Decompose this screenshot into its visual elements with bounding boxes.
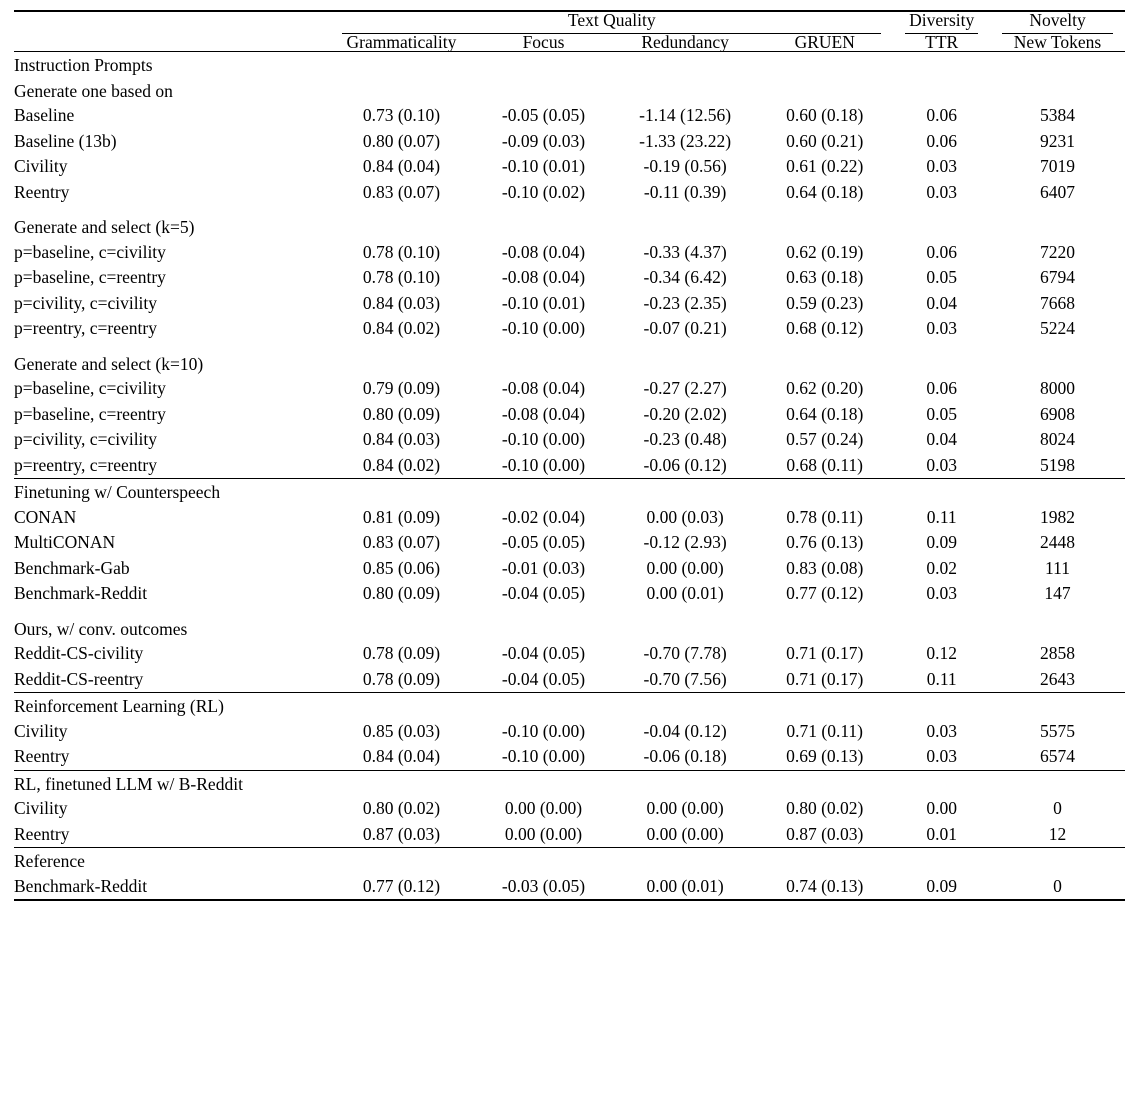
row-value: 0.03 <box>926 318 958 338</box>
row-value <box>893 214 990 240</box>
section-header-row <box>14 52 1125 78</box>
row-value <box>893 479 990 505</box>
section-header-row <box>14 479 1125 505</box>
row-value: 0.83 (0.08) <box>786 557 864 578</box>
row-value: -0.07 (0.21) <box>643 318 727 338</box>
row-value <box>614 78 756 104</box>
table-row <box>14 154 1125 180</box>
row-value: 0.09 <box>926 532 958 552</box>
row-value <box>893 351 990 377</box>
subsection-header-row <box>14 351 1125 377</box>
row-value: 0.76 (0.13) <box>786 532 864 552</box>
row-value: 0.84 (0.02) <box>362 318 441 338</box>
table-row <box>14 291 1125 317</box>
column-header-grammaticality: Grammaticality <box>346 31 457 52</box>
row-value: -0.23 (2.35) <box>643 292 727 313</box>
row-label: Reentry <box>14 823 70 844</box>
group-header-text-quality-label: Text Quality <box>567 10 656 30</box>
row-value: 0.03 <box>926 181 958 202</box>
table-row <box>14 581 1125 607</box>
row-value <box>756 479 893 505</box>
row-label: p=civility, c=civility <box>14 292 158 313</box>
table-row <box>14 103 1125 129</box>
row-label: Benchmark-Gab <box>14 557 130 578</box>
table-row <box>14 240 1125 266</box>
row-label: p=civility, c=civility <box>14 429 158 449</box>
row-value <box>473 616 614 642</box>
row-value <box>614 616 756 642</box>
row-value <box>614 52 756 78</box>
row-value: 0.00 (0.03) <box>646 506 724 527</box>
row-value <box>473 693 614 719</box>
row-label: Reinforcement Learning (RL) <box>14 696 224 716</box>
row-value: 0.80 (0.02) <box>362 798 441 818</box>
row-value: 8024 <box>1040 429 1075 449</box>
row-value: 0.81 (0.09) <box>362 506 441 527</box>
row-label: Benchmark-Reddit <box>14 583 148 603</box>
cmidrule-text-quality <box>342 33 881 34</box>
row-label: Reference <box>14 851 85 871</box>
row-value <box>893 616 990 642</box>
section-header-row <box>14 848 1125 874</box>
group-header-diversity-label: Diversity <box>909 10 975 30</box>
row-value <box>330 52 473 78</box>
row-value: 0.00 (0.00) <box>646 798 724 818</box>
row-value: 5198 <box>1040 454 1075 475</box>
row-value <box>756 214 893 240</box>
subsection-header-row <box>14 214 1125 240</box>
row-value: 111 <box>1045 557 1070 578</box>
row-value <box>473 771 614 797</box>
row-value <box>330 771 473 797</box>
row-value: -0.05 (0.05) <box>501 105 586 125</box>
row-value <box>330 479 473 505</box>
row-value: 2643 <box>1040 668 1075 689</box>
row-value: 0.84 (0.03) <box>362 429 441 449</box>
row-value: 0.78 (0.09) <box>362 643 441 663</box>
row-value: -0.10 (0.00) <box>501 318 586 338</box>
row-label: Reddit-CS-reentry <box>14 668 144 689</box>
row-label: p=reentry, c=reentry <box>14 318 157 338</box>
row-label: Civility <box>14 720 68 741</box>
group-header-row <box>14 12 1125 34</box>
table-row <box>14 796 1125 822</box>
row-value: 0.68 (0.12) <box>786 318 864 338</box>
row-value: 9231 <box>1040 130 1075 151</box>
row-value: 0.80 (0.09) <box>362 403 441 424</box>
row-value: 0.05 <box>926 403 958 424</box>
row-value <box>756 771 893 797</box>
table-row <box>14 316 1125 342</box>
row-value: 0.78 (0.10) <box>362 267 441 287</box>
row-value: -0.05 (0.05) <box>501 532 586 552</box>
row-value <box>990 214 1125 240</box>
row-value: -0.70 (7.78) <box>643 643 727 663</box>
row-value: 2448 <box>1040 532 1075 552</box>
row-label: p=baseline, c=civility <box>14 378 166 398</box>
row-value: 0.11 <box>926 506 957 527</box>
cmidrule-diversity <box>905 33 978 34</box>
row-value <box>893 771 990 797</box>
row-value <box>614 693 756 719</box>
row-value <box>756 78 893 104</box>
table-foot-section <box>14 900 1125 901</box>
row-label: CONAN <box>14 506 77 527</box>
row-value: 0.85 (0.03) <box>362 720 441 741</box>
row-label: Reentry <box>14 746 70 766</box>
column-header-blank <box>14 34 330 52</box>
subsection-header-row <box>14 616 1125 642</box>
group-header-diversity <box>893 12 990 34</box>
row-value: 0.05 <box>926 267 958 287</box>
row-label: MultiCONAN <box>14 532 116 552</box>
row-value: -0.10 (0.00) <box>501 454 586 475</box>
row-value: 147 <box>1044 583 1071 603</box>
spacer-row <box>14 205 1125 214</box>
row-value: 0.69 (0.13) <box>786 746 864 766</box>
row-value: -0.23 (0.48) <box>643 429 727 449</box>
row-value <box>756 351 893 377</box>
row-value: 0.03 <box>926 720 958 741</box>
row-value <box>756 848 893 874</box>
row-value: 7220 <box>1040 241 1075 262</box>
row-value <box>330 693 473 719</box>
column-header-redundancy: Redundancy <box>641 31 729 52</box>
row-value: 0.64 (0.18) <box>786 403 864 424</box>
table-body <box>14 52 1125 900</box>
row-value: 0.11 <box>926 668 957 689</box>
row-label: Benchmark-Reddit <box>14 875 148 896</box>
row-value: 0.77 (0.12) <box>362 875 441 896</box>
group-header-novelty <box>990 12 1125 34</box>
row-label: Baseline (13b) <box>14 130 117 151</box>
row-value: -0.10 (0.00) <box>501 746 586 766</box>
row-value: 0.79 (0.09) <box>362 378 441 398</box>
row-value: 0.00 (0.00) <box>646 823 724 844</box>
spacer-cell <box>14 607 1125 616</box>
table-bottom-rule <box>14 900 1125 901</box>
row-value: 0.87 (0.03) <box>362 823 441 844</box>
spacer-row <box>14 342 1125 351</box>
row-value: 0.85 (0.06) <box>362 557 441 578</box>
row-value: 0.83 (0.07) <box>362 181 441 202</box>
row-value: 0.68 (0.11) <box>786 454 864 475</box>
table-row <box>14 556 1125 582</box>
cmidrule-novelty <box>1002 33 1113 34</box>
row-value: 0.04 <box>926 292 958 313</box>
table-row <box>14 719 1125 745</box>
row-value: 0.62 (0.19) <box>786 241 864 262</box>
row-value: 5575 <box>1040 720 1075 741</box>
row-value <box>614 848 756 874</box>
row-value: -0.34 (6.42) <box>643 267 727 287</box>
row-label: p=baseline, c=reentry <box>14 267 166 287</box>
row-value: 0.84 (0.03) <box>362 292 441 313</box>
table-row <box>14 129 1125 155</box>
row-value: -0.08 (0.04) <box>501 403 586 424</box>
table-row <box>14 376 1125 402</box>
row-label: Generate and select (k=10) <box>14 353 204 374</box>
row-value: -0.06 (0.12) <box>643 454 727 475</box>
row-value: 0.00 (0.00) <box>504 798 583 818</box>
row-label: p=baseline, c=civility <box>14 241 166 262</box>
row-label: Instruction Prompts <box>14 55 153 75</box>
row-value: 1982 <box>1040 506 1075 527</box>
row-value <box>893 78 990 104</box>
row-value: 0.09 <box>926 875 958 896</box>
row-value: -0.11 (0.39) <box>643 181 727 202</box>
row-value: 0.74 (0.13) <box>786 875 864 896</box>
table-row <box>14 265 1125 291</box>
subsection-header-row <box>14 78 1125 104</box>
row-value: -0.08 (0.04) <box>501 241 586 262</box>
column-header-new-tokens: New Tokens <box>1013 31 1102 52</box>
row-value: 2858 <box>1040 643 1075 663</box>
section-header-row <box>14 771 1125 797</box>
row-label: p=reentry, c=reentry <box>14 454 157 475</box>
row-value <box>614 479 756 505</box>
row-value: 0.71 (0.11) <box>786 720 864 741</box>
row-value: 0.60 (0.21) <box>786 130 864 151</box>
table-row <box>14 744 1125 770</box>
column-header-row <box>14 34 1125 52</box>
table-row <box>14 505 1125 531</box>
row-value: 0.78 (0.09) <box>362 668 441 689</box>
row-value: -0.10 (0.01) <box>501 156 586 176</box>
row-value: -0.27 (2.27) <box>643 378 727 398</box>
row-value: 5384 <box>1040 105 1075 125</box>
row-value: -0.04 (0.05) <box>501 643 586 663</box>
group-header-blank <box>14 12 330 34</box>
row-value: -0.09 (0.03) <box>501 130 586 151</box>
row-value: -0.10 (0.01) <box>501 292 586 313</box>
row-value: 0.84 (0.04) <box>362 746 441 766</box>
row-value: 0.80 (0.02) <box>786 798 864 818</box>
row-value: 0.00 (0.00) <box>646 557 724 578</box>
row-value: 0.00 (0.01) <box>646 583 724 603</box>
row-value: -0.70 (7.56) <box>643 668 727 689</box>
row-value <box>990 351 1125 377</box>
table-row <box>14 180 1125 206</box>
table-row <box>14 667 1125 693</box>
row-value: -0.04 (0.05) <box>501 583 586 603</box>
table-head-section <box>14 11 1125 52</box>
row-value <box>990 479 1125 505</box>
row-value: -0.01 (0.03) <box>501 557 586 578</box>
row-value: 0.83 (0.07) <box>362 532 441 552</box>
row-label: Baseline <box>14 105 75 125</box>
row-value: 6574 <box>1040 746 1075 766</box>
row-value <box>614 351 756 377</box>
row-value: 12 <box>1048 823 1067 844</box>
row-value: 0.87 (0.03) <box>786 823 864 844</box>
row-value <box>893 52 990 78</box>
column-header-gruen: GRUEN <box>794 31 855 52</box>
row-value: 0.06 <box>926 130 958 151</box>
row-label: Generate and select (k=5) <box>14 217 195 237</box>
table-row <box>14 427 1125 453</box>
table-row <box>14 453 1125 479</box>
row-value: 5224 <box>1040 318 1075 338</box>
column-header-focus: Focus <box>522 31 565 52</box>
row-label: RL, finetuned LLM w/ B-Reddit <box>14 773 243 794</box>
row-value: 0.78 (0.10) <box>362 241 441 262</box>
row-value: -0.08 (0.04) <box>501 267 586 287</box>
spacer-cell <box>14 205 1125 214</box>
row-value <box>990 693 1125 719</box>
row-label: Civility <box>14 156 68 176</box>
row-label: Civility <box>14 798 68 818</box>
row-label: Finetuning w/ Counterspeech <box>14 482 221 502</box>
row-value <box>990 848 1125 874</box>
row-value: -0.10 (0.00) <box>501 429 586 449</box>
row-value: 0.12 <box>926 643 958 663</box>
table-row <box>14 530 1125 556</box>
row-value: -0.08 (0.04) <box>501 378 586 398</box>
row-value <box>614 214 756 240</box>
section-header-row <box>14 693 1125 719</box>
row-value <box>473 479 614 505</box>
row-value: 0.00 <box>926 798 958 818</box>
row-value <box>330 616 473 642</box>
row-label: Generate one based on <box>14 80 173 101</box>
row-value: -0.04 (0.05) <box>501 668 586 689</box>
row-value: 0.03 <box>926 454 958 475</box>
row-value <box>990 52 1125 78</box>
row-value <box>473 78 614 104</box>
row-value: 6794 <box>1040 267 1075 287</box>
row-value <box>614 771 756 797</box>
spacer-cell <box>14 342 1125 351</box>
row-value <box>756 693 893 719</box>
row-value: 0.64 (0.18) <box>786 181 864 202</box>
group-header-text-quality <box>330 12 893 34</box>
row-value <box>330 78 473 104</box>
row-value: 0.02 <box>926 557 958 578</box>
row-value: 0.62 (0.20) <box>786 378 864 398</box>
row-label: Ours, w/ conv. outcomes <box>14 618 188 639</box>
row-value <box>330 351 473 377</box>
row-value: -1.33 (23.22) <box>639 130 732 151</box>
row-value: 6407 <box>1040 181 1075 202</box>
row-value: 0.80 (0.09) <box>362 583 441 603</box>
row-value: 0.03 <box>926 746 958 766</box>
row-value: 0.84 (0.04) <box>362 156 441 176</box>
row-value: 0.61 (0.22) <box>786 156 864 176</box>
row-value <box>473 52 614 78</box>
row-value <box>330 848 473 874</box>
row-value: 0.03 <box>926 156 958 176</box>
row-value <box>990 771 1125 797</box>
row-value: 0.00 (0.01) <box>646 875 724 896</box>
row-value: 0.60 (0.18) <box>786 105 864 125</box>
row-value <box>473 848 614 874</box>
row-value <box>990 78 1125 104</box>
row-value: -0.03 (0.05) <box>501 875 586 896</box>
row-value: 0.71 (0.17) <box>786 668 864 689</box>
row-value: -0.02 (0.04) <box>501 506 586 527</box>
row-value: 0.06 <box>926 241 958 262</box>
row-value: 0.04 <box>926 429 958 449</box>
row-value: 0 <box>1053 798 1062 818</box>
row-value <box>893 693 990 719</box>
row-value: -0.19 (0.56) <box>643 156 727 176</box>
table-row <box>14 822 1125 848</box>
row-value: -1.14 (12.56) <box>639 105 732 125</box>
row-value: 0.06 <box>926 378 958 398</box>
row-value <box>473 214 614 240</box>
row-value: 0.73 (0.10) <box>362 105 441 125</box>
row-value: 0.06 <box>926 105 958 125</box>
row-value: -0.20 (2.02) <box>643 403 727 424</box>
spacer-row <box>14 607 1125 616</box>
row-value <box>893 848 990 874</box>
row-value: -0.10 (0.00) <box>501 720 586 741</box>
row-value: -0.33 (4.37) <box>643 241 727 262</box>
row-value: 0 <box>1053 875 1062 896</box>
row-value: 0.57 (0.24) <box>786 429 864 449</box>
row-value: 0.77 (0.12) <box>786 583 864 603</box>
row-value: 0.03 <box>926 583 958 603</box>
row-value: 7019 <box>1040 156 1075 176</box>
row-value: -0.04 (0.12) <box>643 720 727 741</box>
row-value: 0.01 <box>926 823 958 844</box>
results-table <box>14 10 1125 901</box>
row-value: 0.63 (0.18) <box>786 267 864 287</box>
row-value <box>330 214 473 240</box>
row-value: 0.71 (0.17) <box>786 643 864 663</box>
row-value: 8000 <box>1040 378 1075 398</box>
row-value: -0.06 (0.18) <box>643 746 727 766</box>
row-value: 0.78 (0.11) <box>786 506 864 527</box>
column-header-ttr: TTR <box>925 31 959 52</box>
row-value: -0.10 (0.02) <box>501 181 586 202</box>
row-label: p=baseline, c=reentry <box>14 403 166 424</box>
row-value <box>756 616 893 642</box>
row-value: 6908 <box>1040 403 1075 424</box>
row-value: -0.12 (2.93) <box>643 532 727 552</box>
row-value: 0.80 (0.07) <box>362 130 441 151</box>
row-value: 7668 <box>1040 292 1075 313</box>
table-row <box>14 402 1125 428</box>
row-value <box>990 616 1125 642</box>
row-label: Reddit-CS-civility <box>14 643 144 663</box>
table-row <box>14 641 1125 667</box>
row-value <box>756 52 893 78</box>
row-value: 0.84 (0.02) <box>362 454 441 475</box>
group-header-novelty-label: Novelty <box>1029 10 1086 30</box>
row-label: Reentry <box>14 181 70 202</box>
table-row <box>14 874 1125 901</box>
row-value: 0.00 (0.00) <box>504 823 583 844</box>
row-value <box>473 351 614 377</box>
row-value: 0.59 (0.23) <box>786 292 864 313</box>
